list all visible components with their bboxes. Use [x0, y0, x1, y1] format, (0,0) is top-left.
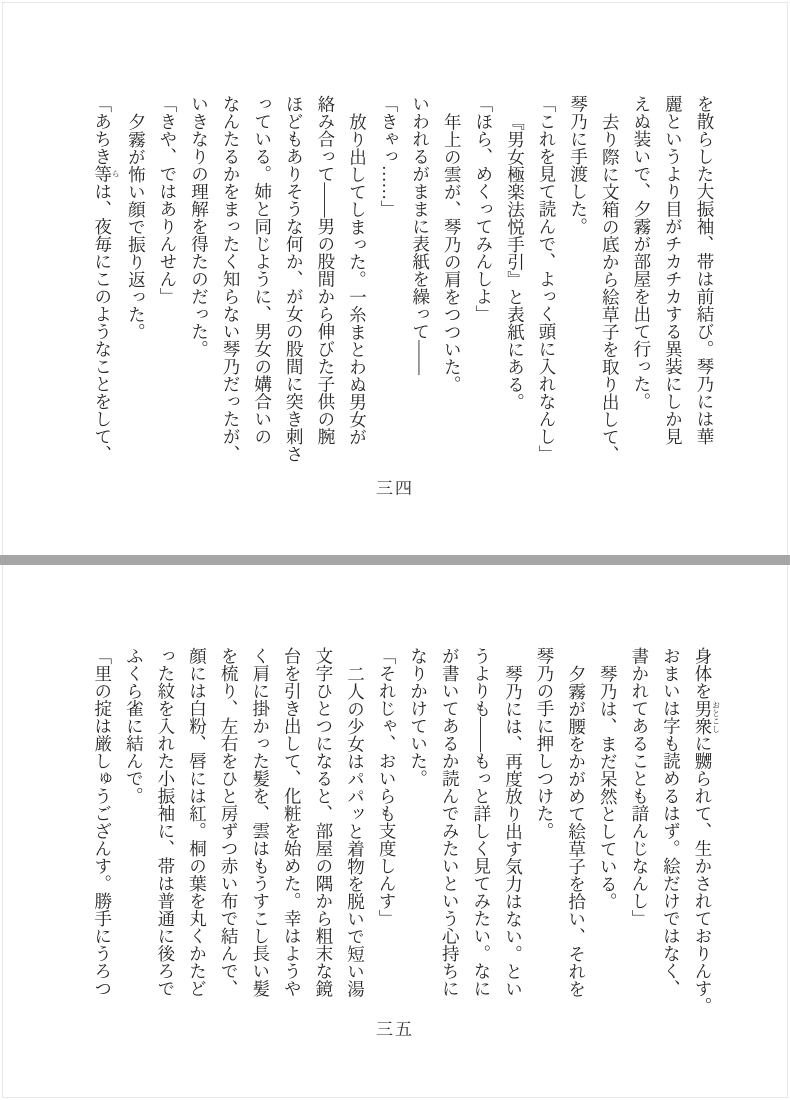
text-column: 「里の掟は厳しゅうござんす。勝手にうろつ: [92, 647, 113, 997]
text-column: 「きゃっ……」: [379, 95, 400, 218]
text-column: なりかけていた。: [408, 647, 429, 787]
page-number: 三四: [376, 479, 414, 498]
page-number: 三五: [376, 1020, 414, 1039]
text-column: く肩に掛かった髪を、雲はもうすこし長い髪: [250, 647, 271, 997]
text-column: 去り際に文箱の底から絵草子を取り出して、: [600, 112, 621, 463]
text-column: が書いてあるか読んでみたいという心持ちに: [440, 647, 461, 997]
text-column: いきなりの理解を得たのだった。: [189, 95, 210, 358]
page-divider: [0, 555, 790, 565]
text-column: ふくら雀に結んで。: [124, 647, 145, 805]
text-column: うよりも――もっと詳しく見てみたい。なに: [471, 647, 492, 997]
text-column: 夕霧が怖い顔で振り返った。: [126, 112, 147, 340]
text-column: 「きや、ではありんせん」: [157, 95, 178, 305]
text-column: 『男女極楽法悦手引』と表紙にある。: [505, 112, 526, 410]
text-column: 文字ひとつになると、部屋の隅から粗末な鏡: [313, 647, 334, 997]
text-column: 書かれてあることも諳んじなんし」: [629, 647, 650, 927]
text-column: 「ほら、めくってみんしよ」: [473, 95, 494, 323]
text-column: 「それじゃ、おいらも支度しんす」: [377, 647, 398, 927]
text-column: 「これを見て読んで、よっく頭に入れなんし」: [537, 95, 558, 463]
text-column: を散らした大振袖、帯は前結び。琴乃には華: [695, 95, 715, 445]
text-column: 絡み合って――男の股間から伸びた子供の腕: [315, 95, 336, 445]
text-column: 夕霧が腰をかがめて絵草子を拾い、それを: [566, 664, 587, 997]
text-column: 身体を男衆おとこしに嬲られて、生かされておりんす。: [693, 647, 721, 1015]
text-column: 年上の雲が、琴乃の肩をつついた。: [442, 112, 463, 393]
text-column: っている。姉と同じように、男女の媾合いの: [252, 95, 273, 445]
text-column: を梳り、左右をひと房ずつ赤い布で結んで、: [219, 647, 240, 997]
text-column: 麗というより目がチカチカする異装にしか見: [663, 95, 684, 445]
text-column: なんたるかをまったく知らない琴乃だったが、: [221, 95, 242, 463]
text-column: 顔には白粉、唇には紅。桐の葉を丸くかたど: [187, 647, 208, 997]
text-column: 琴乃に手渡した。: [568, 95, 589, 235]
page-text: [86, 95, 720, 467]
text-column: 琴乃の手に押しつけた。: [535, 647, 556, 840]
page-35: [0, 565, 790, 1100]
text-column: 放り出してしまった。一糸まとわぬ男女が: [347, 112, 368, 445]
text-column: 台を引き出して、化粧を始めた。幸はようや: [282, 647, 303, 997]
text-column: 琴乃は、まだ呆然としている。: [598, 664, 619, 910]
text-column: えぬ装いで、夕霧が部屋を出て行った。: [631, 95, 652, 410]
text-column: った紋を入れた小振袖に、帯は普通に後ろで: [155, 647, 176, 997]
text-column: 二人の少女はパパッと着物を脱いで短い湯: [345, 664, 366, 997]
text-column: いわれるがままに表紙を繰って――: [410, 95, 431, 375]
text-column: おまいは字も読めるはず。絵だけではなく、: [661, 647, 682, 997]
text-column: ほどもありそうな何か、が女の股間に突き刺さ: [284, 95, 305, 463]
text-column: 「あちき等らは、夜毎にこのようなことをして、: [92, 95, 121, 463]
page-text: [86, 647, 720, 1019]
text-column: 琴乃には、再度放り出す気力はない。とい: [503, 664, 524, 997]
